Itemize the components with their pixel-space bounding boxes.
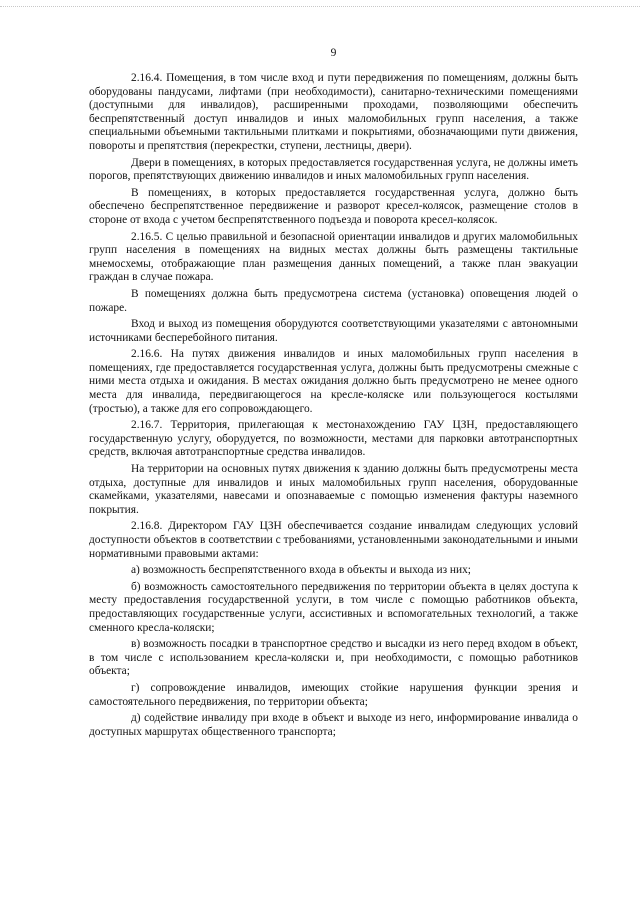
list-item-d: д) содействие инвалиду при входе в объект и выходе из него, информирование инвалида о доступных маршрутах общественного транспорта; — [89, 712, 578, 738]
document-body — [89, 72, 578, 739]
list-item-b: б) возможность самостоятельного передвижения по территории объекта в целях доступа к месту предоставления государственной услуги, в том числе с помощью работников объекта, предоставляющих государственные услуги, ассистивных и вспомогательных технологий, а также сменного кресла-коляски; — [89, 580, 578, 634]
page-number: 9 — [330, 47, 337, 59]
paragraph-2-16-8: 2.16.8. Директором ГАУ ЦЗН обеспечивается создание инвалидам следующих условий доступности объектов в соответствии с требованиями, установленными законодательными и иными нормативными правовыми актами: — [89, 520, 578, 560]
paragraph-territory: На территории на основных путях движения к зданию должны быть предусмотрены места отдыха, доступные для инвалидов и иных маломобильных групп населения, оборудованные скамейками, указателями, навесами и опознаваемые с помощью изменения фактуры наземного покрытия. — [89, 463, 578, 516]
list-item-g: г) сопровождение инвалидов, имеющих стойкие нарушения функции зрения и самостоятельного передвижения, по территории объекта; — [89, 681, 578, 708]
paragraph-wheelchair-movement: В помещениях, в которых предоставляется государственная услуга, должно быть обеспечено беспрепятственное передвижение и разворот кресел-колясок, размещение столов в стороне от входа с учетом беспрепятственного подъезда и поворота кресел-колясок. — [89, 186, 578, 226]
page-top-border — [0, 6, 640, 7]
paragraph-2-16-6: 2.16.6. На путях движения инвалидов и иных маломобильных групп населения в помещениях, где предоставляется государственная услуга, должны быть предусмотрены смежные с ними места отдыха и ожидания. В местах ожидания должно быть предусмотрено не менее одного места для инвалида, передвигающегося на кресле-коляске или пользующегося костылями (тростью), а также для его сопровождающего. — [89, 348, 578, 415]
paragraph-2-16-7: 2.16.7. Территория, прилегающая к местонахождению ГАУ ЦЗН, предоставляющего государственную услугу, оборудуется, по возможности, местами для парковки автотранспортных средств, включая автотранспортные средства инвалидов. — [89, 419, 578, 459]
paragraph-exit-signs: Вход и выход из помещения оборудуются соответствующими указателями с автономными источниками бесперебойного питания. — [89, 318, 578, 344]
paragraph-2-16-4: 2.16.4. Помещения, в том числе вход и пути передвижения по помещениям, должны быть оборудованы пандусами, лифтами (при необходимости), санитарно-техническими помещениями (доступными для инвалидов), расширенными проходами, позволяющими обеспечить беспрепятственный доступ инвалидов и иных маломобильных групп населения, а также специальными объемными тактильными плитками и покрытиями, обозначающими пути движения, повороты и препятствия (перекрестки, ступени, лестницы, двери). — [89, 72, 578, 152]
list-item-v: в) возможность посадки в транспортное средство и высадки из него перед входом в объект, в том числе с использованием кресла-коляски и, при необходимости, с помощью работников объекта; — [89, 638, 578, 678]
paragraph-fire-alarm: В помещениях должна быть предусмотрена система (установка) оповещения людей о пожаре. — [89, 287, 578, 314]
list-item-a: а) возможность беспрепятственного входа в объекты и выхода из них; — [131, 564, 471, 577]
paragraph-2-16-5: 2.16.5. С целью правильной и безопасной ориентации инвалидов и других маломобильных групп населения в помещениях на видных местах должны быть размещены тактильные мнемосхемы, отображающие план размещения данных помещений, а также план эвакуации граждан в случае пожара. — [89, 230, 578, 284]
paragraph-doors: Двери в помещениях, в которых предоставляется государственная услуга, не должны иметь порогов, препятствующих движению инвалидов и иных маломобильных групп населения. — [89, 156, 578, 183]
